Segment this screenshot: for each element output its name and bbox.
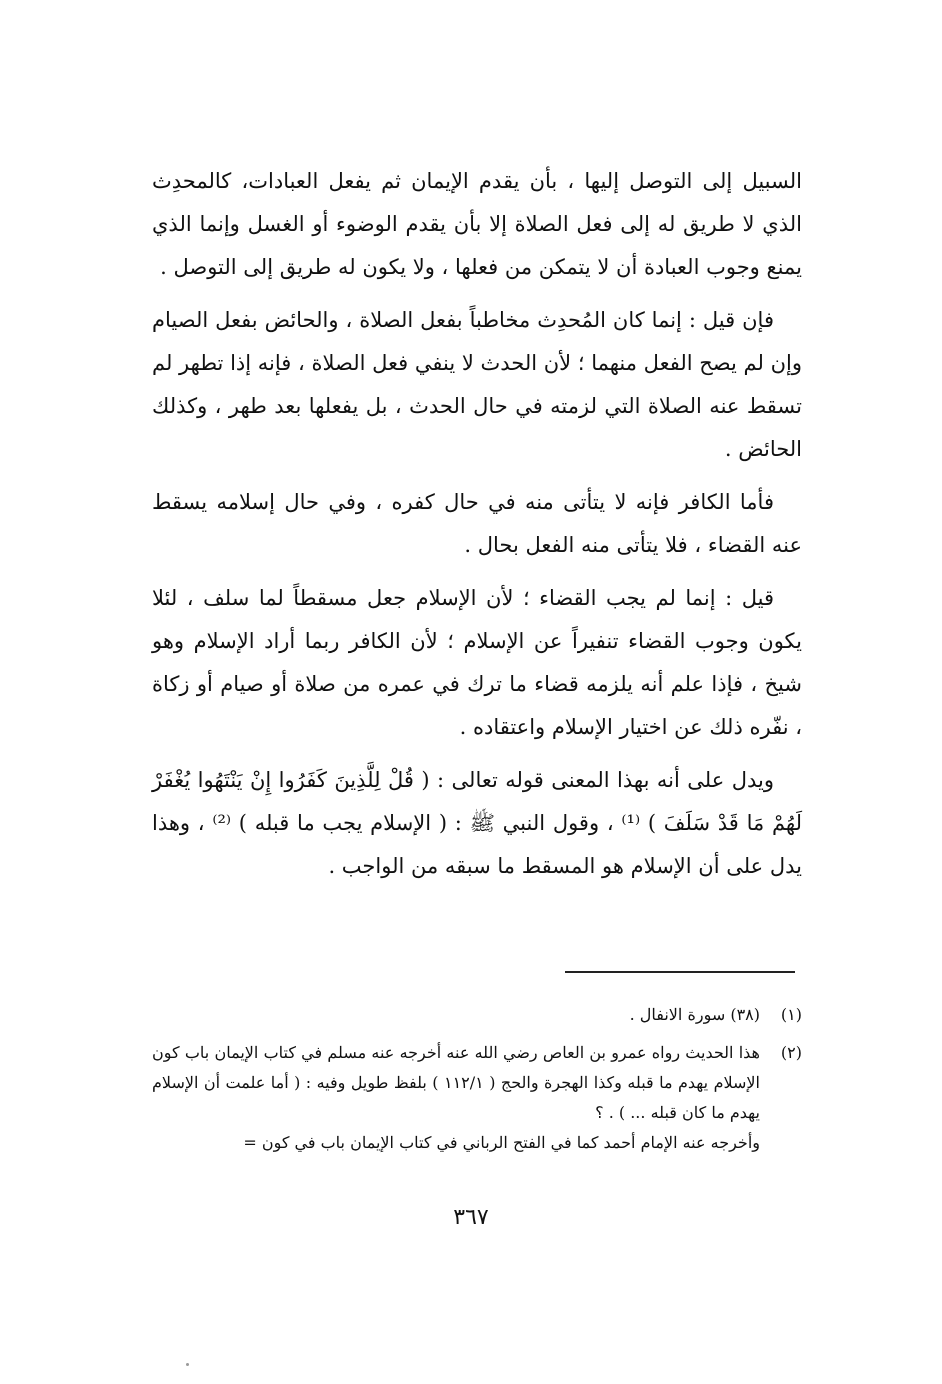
footnote-2 bbox=[152, 1038, 802, 1158]
footnote-line: هذا الحديث رواه عمرو بن العاص رضي الله عنه أخرجه عنه مسلم في كتاب الإيمان باب كون الإسلام يهدم ما قبله وكذا الهجرة والحج ( ١١٢/١ ) بلفظ طويل وفيه : ( أما علمت أن الإسلام يهدم ما كان قبله ... ) . ؟ bbox=[152, 1043, 760, 1122]
paragraph-3: فأما الكافر فإنه لا يتأتى منه في حال كفره ، وفي حال إسلامه يسقط عنه القضاء ، فلا يتأتى منه الفعل بحال . bbox=[152, 490, 802, 557]
footnote-number: (٢) bbox=[780, 1043, 802, 1062]
paragraph-4: قيل : إنما لم يجب القضاء ؛ لأن الإسلام جعل مسقطاً لما سلف ، لئلا يكون وجوب القضاء تنفيراً عن الإسلام ؛ لأن الكافر ربما أراد الإسلام وهو شيخ ، فإذا علم أنه يلزمه قضاء ما ترك في عمره من صلاة أو صيام أو زكاة ، نفّره ذلك عن اختيار الإسلام واعتقاده . bbox=[152, 586, 802, 739]
paragraph-2: فإن قيل : إنما كان المُحدِث مخاطباً بفعل الصلاة ، والحائض بفعل الصيام وإن لم يصح الفعل منهما ؛ لأن الحدث لا ينفي فعل الصلاة ، فإنه إذا تطهر لم تسقط عنه الصلاة التي لزمته في حال الحدث ، بل يفعلها بعد طهر ، وكذلك الحائض . bbox=[152, 308, 802, 461]
footnote-text bbox=[152, 1038, 760, 1158]
footnote-number: (١) bbox=[780, 1005, 802, 1024]
footnote-separator bbox=[565, 971, 795, 973]
paragraph-5: ويدل على أنه بهذا المعنى قوله تعالى : ( قُلْ لِلَّذِينَ كَفَرُوا إِنْ يَنْتَهُوا يُغْفَرْ لَهُمْ مَا قَدْ سَلَفَ ) ⁽¹⁾ ، وقول النبي ﷺ : ( الإسلام يجب ما قبله ) ⁽²⁾ ، وهذا يدل على أن الإسلام هو المسقط ما سبقه من الواجب . bbox=[152, 768, 803, 878]
main-text bbox=[152, 160, 802, 898]
footnote-line: وأخرجه عنه الإمام أحمد كما في الفتح الرباني في كتاب الإيمان باب في كون = bbox=[243, 1133, 760, 1152]
page-number: ٣٦٧ bbox=[453, 1205, 489, 1230]
footnote-line: (٣٨) سورة الانفال . bbox=[629, 1005, 760, 1024]
footnote-text bbox=[152, 1000, 760, 1030]
paragraph-1: السبيل إلى التوصل إليها ، بأن يقدم الإيمان ثم يفعل العبادات، كالمحدِث الذي لا طريق له إلى فعل الصلاة إلا بأن يقدم الوضوء أو الغسل وإنما الذي يمنع وجوب العبادة أن لا يتمكن من فعلها ، ولا يكون له طريق إلى التوصل . bbox=[152, 169, 802, 279]
footnotes bbox=[152, 1000, 802, 1166]
scan-speck bbox=[186, 1363, 189, 1366]
footnote-1 bbox=[152, 1000, 802, 1030]
